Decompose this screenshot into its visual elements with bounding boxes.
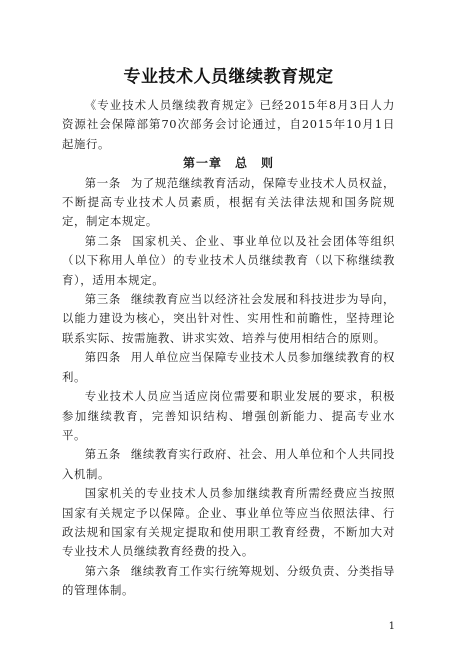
page-number: 1 (388, 621, 395, 632)
article-text: 为了规范继续教育活动，保障专业技术人员权益，不断提高专业技术人员素质，根据有关法律法规和国务院规定，制定本规定。 (62, 175, 395, 229)
article-3 (62, 290, 395, 348)
article-4 (62, 348, 395, 387)
article-2 (62, 232, 395, 290)
article-text: 继续教育工作实行统筹规划、分级负责、分类指导的管理体制。 (62, 563, 395, 598)
preamble-paragraph: 《专业技术人员继续教育规定》已经2015年8月3日人力资源社会保障部第70次部务会讨论通过，自2015年10月1日起施行。 (62, 98, 395, 151)
chapter-heading: 第一章 总 则 (182, 156, 274, 171)
article-text: 国家机关、企业、事业单位以及社会团体等组织（以下称用人单位）的专业技术人员继续教育（以下称继续教育），适用本规定。 (62, 233, 395, 287)
document-title: 专业技术人员继续教育规定 (123, 67, 334, 87)
article-number: 第三条 (84, 292, 121, 307)
article-5-paragraph-2: 国家机关的专业技术人员参加继续教育所需经费应当按照国家有关规定予以保障。企业、事业单位等应当依照法律、行政法规和国家有关规定提取和使用职工教育经费，不断加大对专业技术人员继续教育经费的投入。 (62, 486, 395, 559)
article-number: 第二条 (84, 233, 123, 248)
article-number: 第四条 (84, 350, 121, 365)
article-text: 继续教育实行政府、社会、用人单位和个人共同投入机制。 (62, 447, 395, 481)
article-4-paragraph-2: 专业技术人员应当适应岗位需要和职业发展的要求，积极参加继续教育，完善知识结构、增强创新能力、提高专业水平。 (62, 389, 395, 442)
document-body (62, 96, 395, 601)
article-number: 第五条 (84, 447, 121, 462)
article-text: 继续教育应当以经济社会发展和科技进步为导向，以能力建设为核心，突出针对性、实用性和前瞻性，坚持理论联系实际、按需施教、讲求实效、培养与使用相结合的原则。 (62, 292, 395, 345)
article-number: 第一条 (84, 175, 121, 190)
article-1 (62, 174, 395, 232)
article-5 (62, 445, 395, 484)
article-text: 用人单位应当保障专业技术人员参加继续教育的权利。 (62, 350, 395, 384)
article-number: 第六条 (84, 563, 121, 578)
article-6 (62, 562, 395, 601)
